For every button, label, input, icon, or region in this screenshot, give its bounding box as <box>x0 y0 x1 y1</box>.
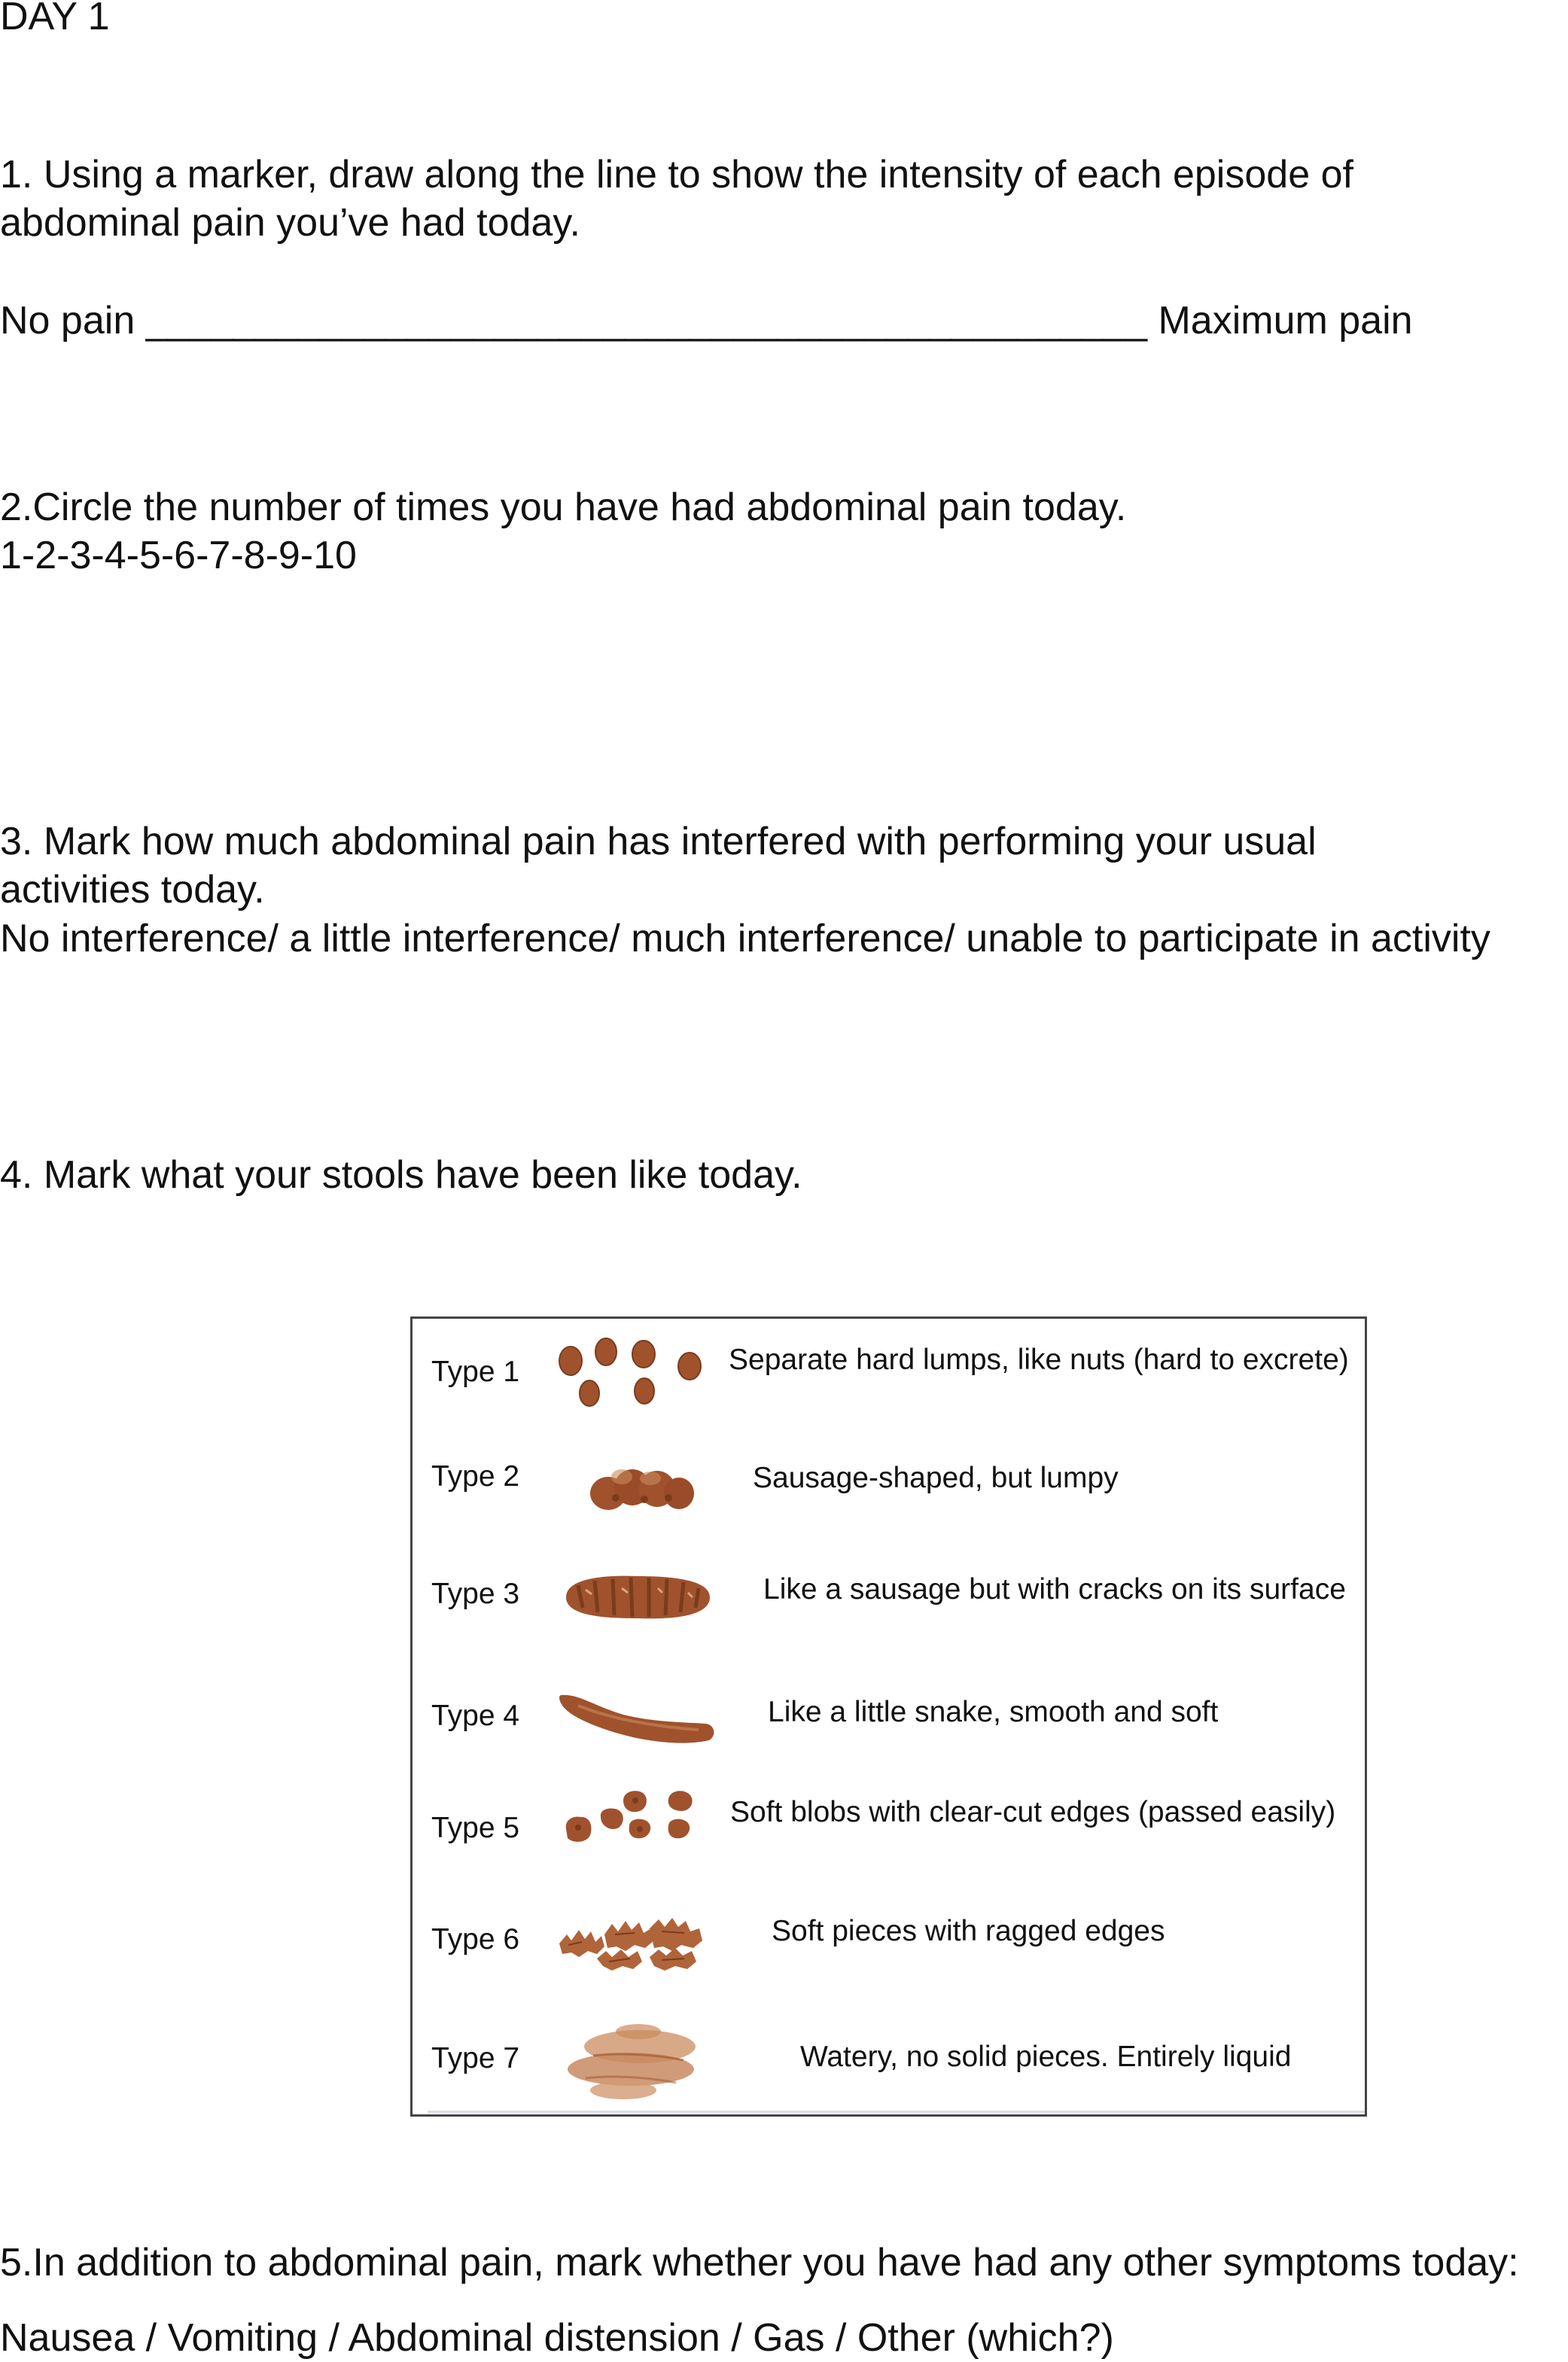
stool-type-4-icon <box>556 1680 721 1755</box>
stool-type-label: Type 5 <box>431 1812 520 1844</box>
stool-chart <box>410 1316 1367 2117</box>
question-5-line-1: 5.In addition to abdominal pain, mark whether you have had any other symptoms today: <box>0 2241 1519 2284</box>
stool-type-7-icon <box>556 2015 721 2105</box>
question-3-line-1: 3. Mark how much abdominal pain has interfered with performing your usual <box>0 820 1317 863</box>
stool-type-description: Sausage-shaped, but lumpy <box>753 1462 1119 1494</box>
pain-scale-min-label: No pain <box>0 299 135 342</box>
stool-type-label: Type 1 <box>431 1356 520 1388</box>
stool-type-description: Separate hard lumps, like nuts (hard to excrete) <box>729 1344 1349 1376</box>
stool-type-3-icon <box>556 1558 721 1633</box>
stool-type-label: Type 6 <box>431 1923 520 1956</box>
pain-scale-line[interactable]: ______________________________________________ <box>145 299 1148 342</box>
stool-type-6-icon <box>552 1898 725 1981</box>
other-symptoms-options[interactable]: Nausea / Vomiting / Abdominal distension / Gas / Other (which?) <box>0 2316 1114 2360</box>
stool-type-5-icon <box>556 1779 721 1862</box>
stool-type-description: Soft blobs with clear-cut edges (passed easily) <box>730 1796 1336 1828</box>
stool-type-label: Type 4 <box>431 1700 520 1732</box>
stool-type-label: Type 7 <box>431 2042 520 2074</box>
question-1-line-1: 1. Using a marker, draw along the line to show the intensity of each episode of <box>0 153 1353 196</box>
stool-type-2-icon <box>586 1454 706 1522</box>
stool-type-description: Watery, no solid pieces. Entirely liquid <box>800 2041 1292 2073</box>
day-title: DAY 1 <box>0 0 110 38</box>
stool-type-description: Like a sausage but with cracks on its surface <box>763 1573 1346 1606</box>
stool-type-description: Like a little snake, smooth and soft <box>768 1696 1219 1728</box>
question-1-line-2: abdominal pain you’ve had today. <box>0 201 580 245</box>
pain-scale[interactable] <box>0 297 1413 345</box>
stool-type-label: Type 3 <box>431 1578 520 1610</box>
stool-type-1-icon <box>548 1334 721 1417</box>
question-3-line-2: activities today. <box>0 868 265 912</box>
chart-bottom-edge <box>428 2111 1365 2113</box>
interference-options[interactable]: No interference/ a little interference/ much interference/ unable to participate in activity <box>0 917 1490 960</box>
pain-scale-max-label: Maximum pain <box>1158 299 1413 342</box>
stool-type-label: Type 2 <box>431 1460 520 1493</box>
pain-count-options[interactable]: 1-2-3-4-5-6-7-8-9-10 <box>0 534 357 577</box>
question-4-line-1: 4. Mark what your stools have been like today. <box>0 1153 802 1197</box>
question-2-line-1: 2.Circle the number of times you have had abdominal pain today. <box>0 485 1127 529</box>
stool-type-description: Soft pieces with ragged edges <box>772 1915 1165 1947</box>
